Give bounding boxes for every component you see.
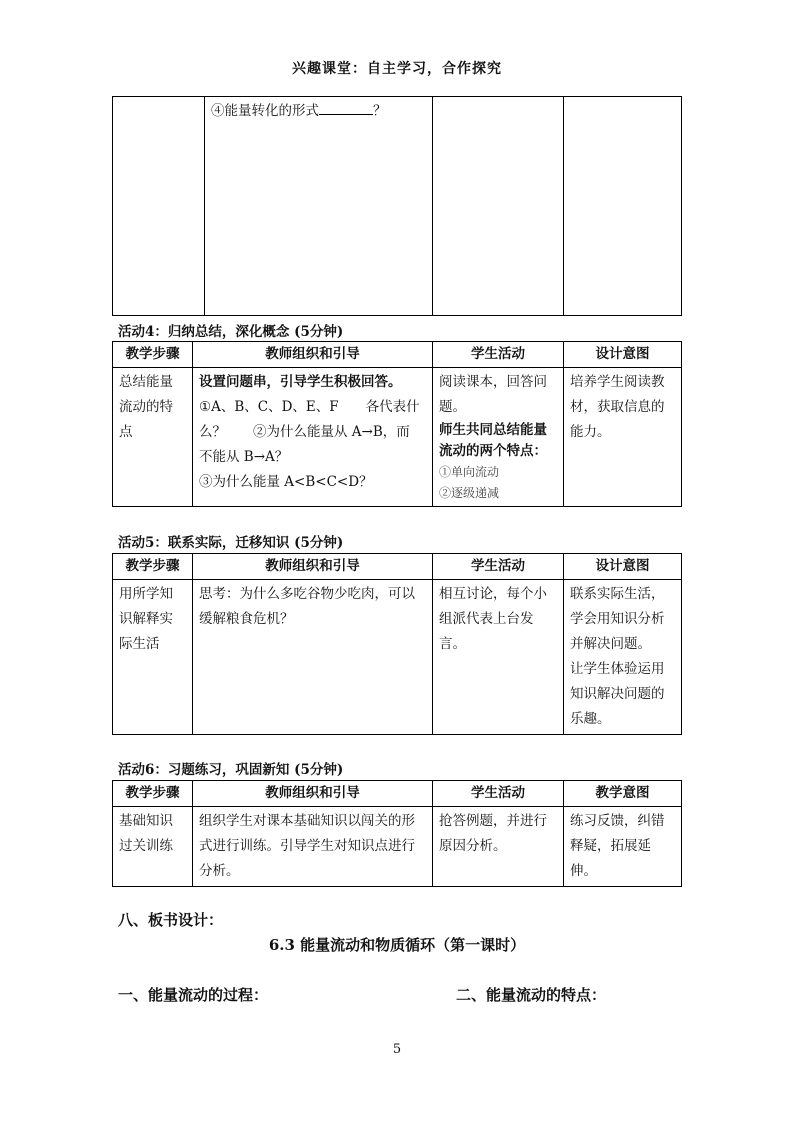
feature-one-way: ①单向流动 xyxy=(439,465,500,479)
activity4-student: 阅读课本，回答问题。 师生共同总结能量流动的两个特点： ①单向流动 ②逐级递减 xyxy=(433,368,564,507)
energy-form-question: ④能量转化的形式 xyxy=(211,103,319,119)
top-student-cell xyxy=(433,97,564,316)
col-header-step: 教学步骤 xyxy=(113,554,193,580)
page-header: 兴趣课堂：自主学习，合作探究 xyxy=(292,61,502,77)
activity5-teacher: 思考：为什么多吃谷物少吃肉，可以缓解粮食危机？ xyxy=(193,580,433,735)
board-heading: 八、板书设计： xyxy=(118,911,224,929)
col-header-teacher: 教师组织和引导 xyxy=(193,554,433,580)
col-header-teacher: 教师组织和引导 xyxy=(193,781,433,807)
activity4-step: 总结能量流动的特点 xyxy=(113,368,193,507)
col-header-step: 教学步骤 xyxy=(113,342,193,368)
top-table xyxy=(112,96,682,316)
activity5-student: 相互讨论，每个小组派代表上台发言。 xyxy=(433,580,564,735)
col-header-student: 学生活动 xyxy=(433,554,564,580)
activity6-step: 基础知识过关训练 xyxy=(113,807,193,887)
activity5-step: 用所学知识解释实际生活 xyxy=(113,580,193,735)
col-header-intent: 教学意图 xyxy=(564,781,682,807)
activity5-title: 活动5：联系实际，迁移知识 (5分钟) xyxy=(118,535,344,551)
activity6-table xyxy=(112,780,682,887)
col-header-step: 教学步骤 xyxy=(113,781,193,807)
col-header-student: 学生活动 xyxy=(433,342,564,368)
top-step-cell xyxy=(113,97,205,316)
board-title: 6.3 能量流动和物质循环（第一课时） xyxy=(268,936,526,954)
col-header-intent: 设计意图 xyxy=(564,554,682,580)
activity6-student: 抢答例题，并进行原因分析。 xyxy=(433,807,564,887)
page-number: 5 xyxy=(392,1042,402,1057)
answer-blank xyxy=(319,100,373,115)
activity4-title: 活动4：归纳总结，深化概念 (5分钟) xyxy=(118,324,344,340)
activity4-intent: 培养学生阅读教材，获取信息的能力。 xyxy=(564,368,682,507)
activity6-teacher: 组织学生对课本基础知识以闯关的形式进行训练。引导学生对知识点进行分析。 xyxy=(193,807,433,887)
activity6-intent: 练习反馈，纠错释疑，拓展延伸。 xyxy=(564,807,682,887)
feature-decreasing: ②逐级递减 xyxy=(439,486,500,500)
activity6-title: 活动6：习题练习，巩固新知 (5分钟) xyxy=(118,762,344,778)
top-intent-cell xyxy=(564,97,682,316)
activity5-intent: 联系实际生活，学会用知识分析并解决问题。 让学生体验运用知识解决问题的乐趣。 xyxy=(564,580,682,735)
top-teacher-cell: ④能量转化的形式 ？ xyxy=(205,97,433,316)
board-right-heading: 二、能量流动的特点： xyxy=(456,986,607,1004)
activity4-table xyxy=(112,341,682,507)
col-header-student: 学生活动 xyxy=(433,781,564,807)
activity4-teacher: 设置问题串，引导学生积极回答。 ①A、B、C、D、E、F 各代表什 么？ ②为什么能量从 A→B，而 不能从 B→A？ ③为什么能量 A<B<C<D？ xyxy=(193,368,433,507)
activity5-table xyxy=(112,553,682,735)
col-header-teacher: 教师组织和引导 xyxy=(193,342,433,368)
board-left-heading: 一、能量流动的过程： xyxy=(118,986,269,1004)
col-header-intent: 设计意图 xyxy=(564,342,682,368)
